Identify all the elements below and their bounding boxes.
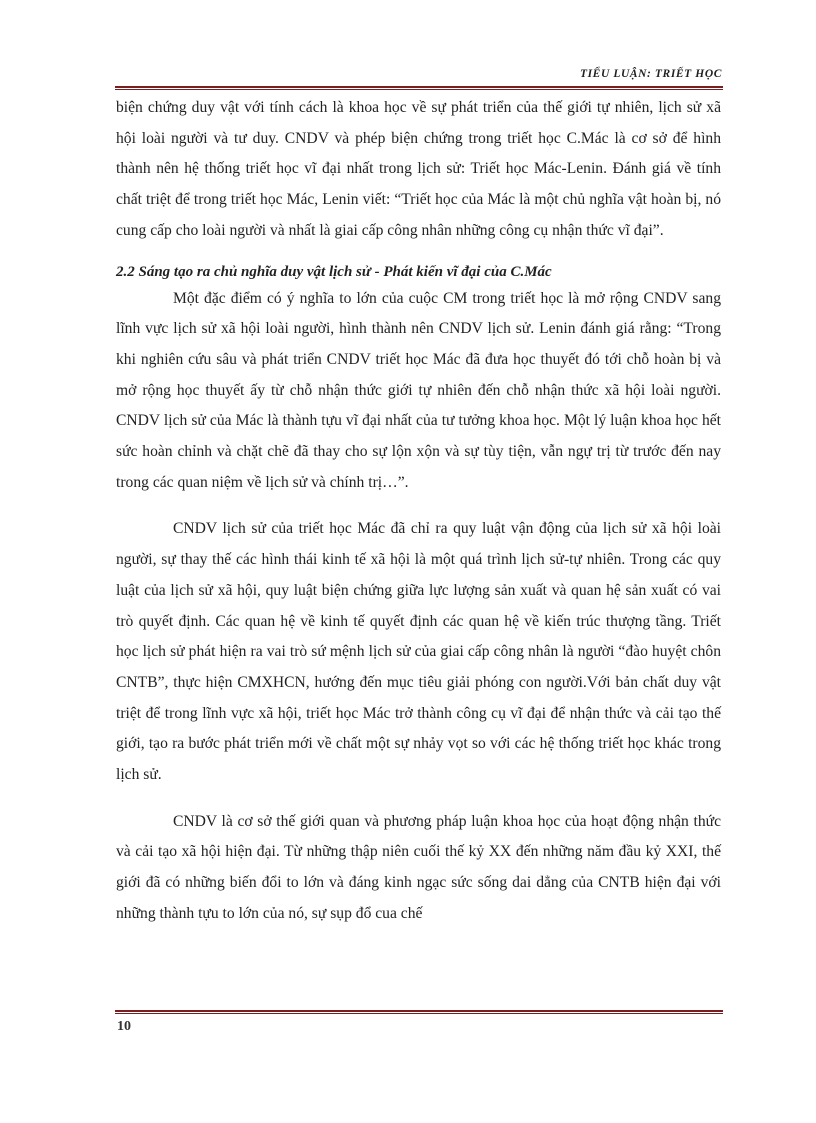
page-number: 10 xyxy=(117,1019,131,1034)
paragraph-4: CNDV là cơ sở thế giới quan và phương pháp luận khoa học của hoạt động nhận thức và cải tạo xã hội hiện đại. Từ những thập niên cuối thế kỷ XX đến những năm đầu kỷ XXI, thế giới đã có những biến đổi to lớn và đáng kinh ngạc sức sống dai dẳng của CNTB hiện đại với những thành tựu to lớn của nó, sự sụp đổ cua chế xyxy=(116,812,721,922)
header-title: TIỂU LUẬN: TRIẾT HỌC xyxy=(579,68,722,80)
footer-rule xyxy=(115,1010,723,1012)
page-content xyxy=(116,93,721,930)
section-heading: 2.2 Sáng tạo ra chủ nghĩa duy vật lịch sử - Phát kiến vĩ đại của C.Mác xyxy=(116,263,552,280)
paragraph-1: biện chứng duy vật với tính cách là khoa học về sự phát triển của thế giới tự nhiên, lịch sử xã hội loài người và tư duy. CNDV và phép biện chứng trong triết học C.Mác là cơ sở để hình thành nên hệ thống triết học vĩ đại nhất trong lịch sử: Triết học Mác-Lenin. Đánh giá về tính chất triệt để trong triết học Mác, Lenin viết: “Triết học của Mác là một chủ nghĩa vật hoàn bị, nó cung cấp cho loài người và nhất là giai cấp công nhân những công cụ nhận thức vĩ đại”. xyxy=(116,99,721,239)
paragraph-2: Một đặc điểm có ý nghĩa to lớn của cuộc CM trong triết học là mở rộng CNDV sang lĩnh vực lịch sử xã hội loài người, hình thành nên CNDV lịch sử. Lenin đánh giá rằng: “Trong khi nghiên cứu sâu và phát triển CNDV triết học Mác đã đưa học thuyết đó tới chỗ hoàn bị và mở rộng học thuyết ấy từ chỗ nhận thức giới tự nhiên đến chỗ nhận thức xã hội loài người. CNDV lịch sử của Mác là thành tựu vĩ đại nhất của tư tưởng khoa học. Một lý luận khoa học hết sức hoàn chỉnh và chặt chẽ đã thay cho sự lộn xộn và sự tùy tiện, vẫn ngự trị từ trước đến nay trong các quan niệm về lịch sử và chính trị…”. xyxy=(116,289,721,491)
footer-rule-thin xyxy=(115,1013,723,1014)
header-rule-thin xyxy=(115,89,723,90)
header-rule xyxy=(115,86,723,88)
paragraph-3: CNDV lịch sử của triết học Mác đã chỉ ra quy luật vận động của lịch sử xã hội loài người, sự thay thế các hình thái kinh tế xã hội là một quá trình lịch sử-tự nhiên. Trong các quy luật của lịch sử xã hội, quy luật biện chứng giữa lực lượng sản xuất và quan hệ sản xuất có vai trò quyết định. Các quan hệ về kinh tế quyết định các quan hệ về kiến trúc thượng tầng. Triết học lịch sử phát hiện ra vai trò sứ mệnh lịch sử của giai cấp công nhân là người “đào huyệt chôn CNTB”, thực hiện CMXHCN, hướng đến mục tiêu giải phóng con người.Với bản chất duy vật triệt để trong lĩnh vực xã hội, triết học Mác trở thành công cụ vĩ đại để nhận thức và cải tạo thế giới, tạo ra bước phát triển mới về chất một sự nhảy vọt so với các hệ thống triết học khác trong lịch sử. xyxy=(116,520,721,784)
